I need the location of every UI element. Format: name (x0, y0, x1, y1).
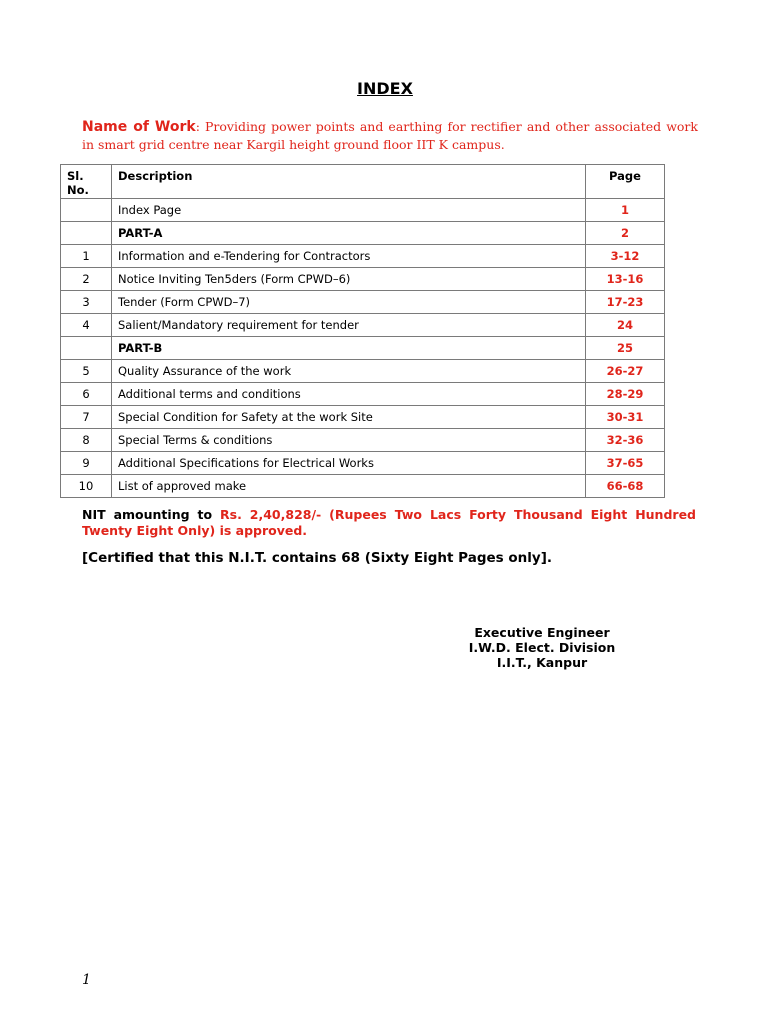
row-description: Salient/Mandatory requirement for tender (112, 314, 586, 337)
row-page: 1 (586, 199, 665, 222)
table-row (61, 383, 665, 406)
row-description: Special Terms & conditions (112, 429, 586, 452)
row-sl-no (61, 199, 112, 222)
row-sl-no (61, 337, 112, 360)
table-row (61, 475, 665, 498)
table-row (61, 406, 665, 429)
page-number: 1 (82, 972, 91, 988)
table-row (61, 222, 665, 245)
table-row (61, 291, 665, 314)
row-sl-no: 3 (61, 291, 112, 314)
row-description: Information and e-Tendering for Contractors (112, 245, 586, 268)
signature-institute: I.I.T., Kanpur (496, 655, 588, 670)
row-sl-no: 2 (61, 268, 112, 291)
row-sl-no (61, 222, 112, 245)
table-row (61, 429, 665, 452)
row-page: 2 (586, 222, 665, 245)
page-title: INDEX (357, 79, 413, 98)
row-description: Additional Specifications for Electrical Works (112, 452, 586, 475)
table-row (61, 452, 665, 475)
row-page: 3-12 (586, 245, 665, 268)
signature-title: Executive Engineer (474, 625, 610, 640)
signature-division: I.W.D. Elect. Division (468, 640, 616, 655)
header-sl-no: Sl. No. (61, 165, 112, 199)
certification-statement: [Certified that this N.I.T. contains 68 (Sixty Eight Pages only]. (82, 550, 552, 566)
nit-amount: Rs. 2,40,828/- (Rupees Two Lacs Forty Thousand Eight Hundred Twenty Eight Only) is approved. (82, 507, 696, 538)
table-row (61, 360, 665, 383)
name-of-work-label: Name of Work (82, 119, 196, 135)
index-table (60, 164, 665, 498)
table-row (61, 268, 665, 291)
row-sl-no: 7 (61, 406, 112, 429)
row-page: 30-31 (586, 406, 665, 429)
row-description: Notice Inviting Ten5ders (Form CPWD–6) (112, 268, 586, 291)
table-row (61, 314, 665, 337)
row-description: List of approved make (112, 475, 586, 498)
nit-prefix: NIT amounting to (82, 507, 221, 522)
row-description: PART-B (112, 337, 586, 360)
nit-amount-statement (82, 507, 696, 539)
row-page: 25 (586, 337, 665, 360)
header-page: Page (586, 165, 665, 199)
row-page: 28-29 (586, 383, 665, 406)
row-page: 26-27 (586, 360, 665, 383)
row-page: 32-36 (586, 429, 665, 452)
row-page: 24 (586, 314, 665, 337)
row-sl-no: 10 (61, 475, 112, 498)
row-page: 17-23 (586, 291, 665, 314)
name-of-work-text: : Providing power points and earthing for rectifier and other associated work in smart grid centre near Kargil height ground floor IIT K campus. (82, 119, 698, 152)
row-description: Tender (Form CPWD–7) (112, 291, 586, 314)
row-page: 13-16 (586, 268, 665, 291)
row-description: Special Condition for Safety at the work Site (112, 406, 586, 429)
row-description: Additional terms and conditions (112, 383, 586, 406)
table-row (61, 245, 665, 268)
name-of-work (82, 118, 698, 153)
table-row (61, 199, 665, 222)
row-sl-no: 8 (61, 429, 112, 452)
row-description: Quality Assurance of the work (112, 360, 586, 383)
signature-block (440, 625, 644, 670)
row-sl-no: 6 (61, 383, 112, 406)
table-header-row (61, 165, 665, 199)
header-description: Description (112, 165, 586, 199)
row-page: 66-68 (586, 475, 665, 498)
row-description: PART-A (112, 222, 586, 245)
row-sl-no: 5 (61, 360, 112, 383)
row-sl-no: 4 (61, 314, 112, 337)
row-description: Index Page (112, 199, 586, 222)
row-page: 37-65 (586, 452, 665, 475)
table-row (61, 337, 665, 360)
row-sl-no: 9 (61, 452, 112, 475)
row-sl-no: 1 (61, 245, 112, 268)
